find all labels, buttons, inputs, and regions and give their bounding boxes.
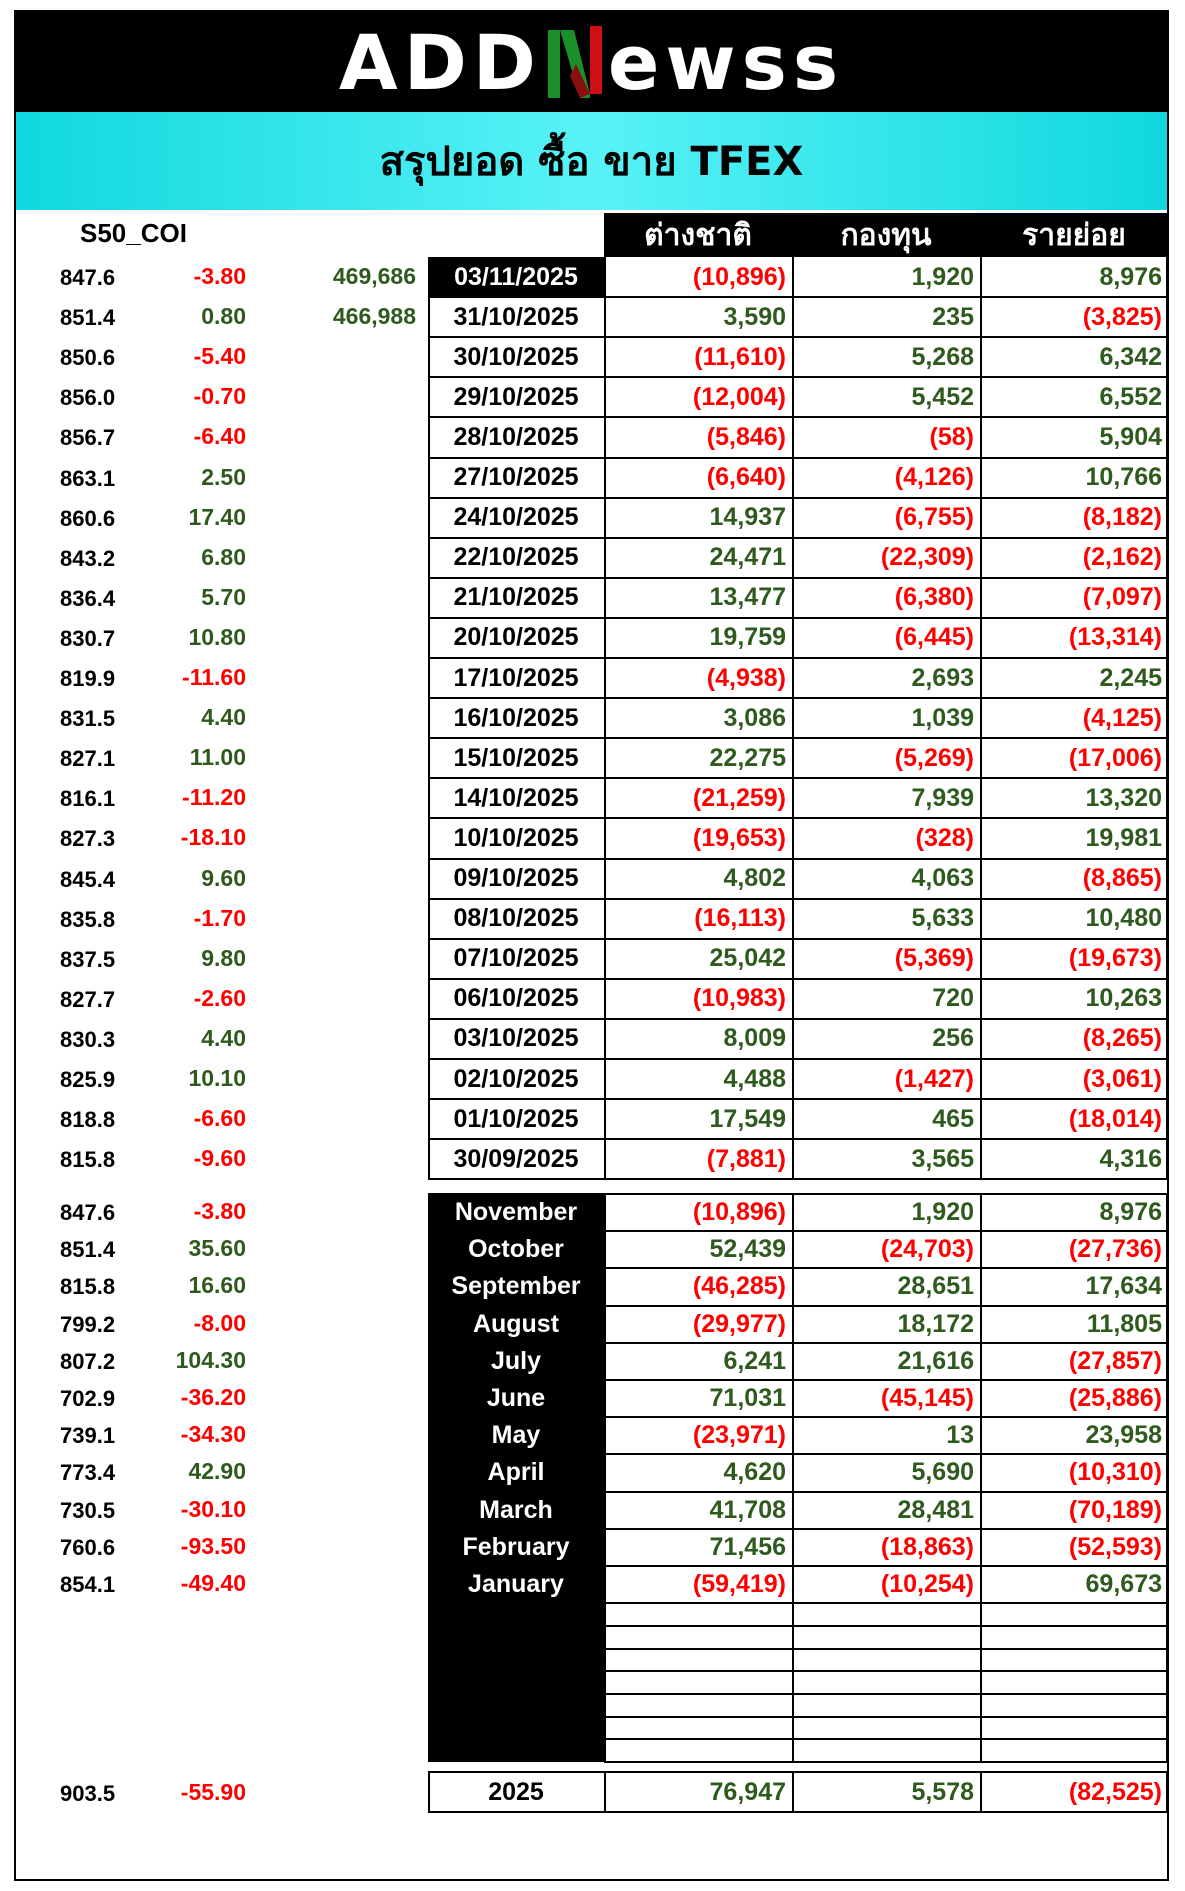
header-foreign: ต่างชาติ xyxy=(604,213,792,257)
daily-date: 14/10/2025 xyxy=(453,783,579,812)
table-gridline xyxy=(604,1625,1168,1627)
daily-fund: (1,427) xyxy=(894,1064,974,1093)
daily-change: -6.40 xyxy=(193,423,246,450)
monthly-foreign: 71,031 xyxy=(709,1384,786,1413)
daily-date: 15/10/2025 xyxy=(453,743,579,772)
daily-date: 03/10/2025 xyxy=(453,1024,579,1053)
daily-date: 22/10/2025 xyxy=(453,543,579,572)
table-gridline xyxy=(604,1379,1168,1381)
monthly-foreign: 52,439 xyxy=(709,1235,786,1264)
monthly-fund: 28,481 xyxy=(897,1495,974,1524)
monthly-foreign: 4,620 xyxy=(723,1458,786,1487)
daily-date: 27/10/2025 xyxy=(453,463,579,492)
daily-foreign: (6,640) xyxy=(706,463,786,492)
daily-change: 0.80 xyxy=(201,303,246,330)
daily-retail: (2,162) xyxy=(1082,543,1162,572)
daily-retail: (7,097) xyxy=(1082,583,1162,612)
daily-date: 06/10/2025 xyxy=(453,984,579,1013)
daily-retail: (8,182) xyxy=(1082,503,1162,532)
table-gridline xyxy=(428,1058,1168,1060)
daily-change: -0.70 xyxy=(193,383,246,410)
monthly-index: 807.2 xyxy=(60,1348,116,1374)
daily-index: 830.3 xyxy=(60,1026,116,1052)
daily-index: 827.1 xyxy=(60,746,116,772)
monthly-fund: (10,254) xyxy=(880,1570,974,1599)
daily-index: 863.1 xyxy=(60,465,116,491)
table-gridline xyxy=(428,1193,1168,1195)
page-title: สรุปยอด ซื้อ ขาย TFEX xyxy=(379,139,804,185)
table-gridline xyxy=(604,1648,1168,1650)
daily-index: 856.7 xyxy=(60,425,116,451)
monthly-fund: 21,616 xyxy=(897,1346,974,1375)
daily-retail: 4,316 xyxy=(1099,1144,1162,1173)
monthly-fund: 1,920 xyxy=(911,1198,974,1227)
table-gridline xyxy=(604,1491,1168,1493)
monthly-change: 104.30 xyxy=(175,1346,246,1373)
daily-retail: (19,673) xyxy=(1068,944,1162,973)
monthly-change: -30.10 xyxy=(180,1495,246,1522)
daily-retail: (17,006) xyxy=(1068,743,1162,772)
monthly-month: August xyxy=(428,1306,604,1343)
monthly-fund: (24,703) xyxy=(880,1235,974,1264)
daily-index: 850.6 xyxy=(60,345,116,371)
daily-fund: 5,633 xyxy=(911,904,974,933)
daily-date: 17/10/2025 xyxy=(453,663,579,692)
daily-index: 856.0 xyxy=(60,385,116,411)
daily-foreign: 4,488 xyxy=(723,1064,786,1093)
logo-n-icon xyxy=(544,24,606,100)
title-banner xyxy=(16,112,1167,210)
daily-date: 09/10/2025 xyxy=(453,864,579,893)
daily-retail: 19,981 xyxy=(1085,823,1162,852)
monthly-month: November xyxy=(428,1194,604,1231)
daily-retail: (3,825) xyxy=(1082,302,1162,331)
table-gridline xyxy=(604,1602,1168,1604)
table-gridline xyxy=(428,1194,430,1762)
monthly-retail: (52,593) xyxy=(1068,1532,1162,1561)
daily-fund: 1,920 xyxy=(911,262,974,291)
daily-fund: (5,269) xyxy=(894,743,974,772)
daily-change: -11.20 xyxy=(182,784,246,811)
daily-retail: 10,263 xyxy=(1085,984,1162,1013)
logo-text-right: ewss xyxy=(607,17,845,107)
daily-index: 816.1 xyxy=(60,786,116,812)
table-gridline xyxy=(604,1693,1168,1695)
daily-date: 01/10/2025 xyxy=(453,1104,579,1133)
logo-bar xyxy=(16,12,1167,112)
daily-foreign: (16,113) xyxy=(694,904,786,933)
daily-foreign: 8,009 xyxy=(723,1024,786,1053)
daily-date: 10/10/2025 xyxy=(453,823,579,852)
table-gridline xyxy=(428,257,430,1179)
daily-date: 03/11/2025 xyxy=(428,257,604,297)
daily-index: 831.5 xyxy=(60,706,116,732)
daily-fund: 3,565 xyxy=(911,1144,974,1173)
daily-index: 847.6 xyxy=(60,265,116,290)
table-gridline xyxy=(428,938,1168,940)
daily-foreign: 14,937 xyxy=(709,503,786,532)
monthly-change: 35.60 xyxy=(188,1235,246,1262)
daily-index: 819.9 xyxy=(60,666,116,691)
table-gridline xyxy=(428,777,1168,779)
monthly-retail: 8,976 xyxy=(1099,1198,1162,1227)
table-gridline xyxy=(604,1716,1168,1718)
table-gridline xyxy=(980,1194,982,1762)
monthly-change: -8.00 xyxy=(193,1309,246,1336)
daily-change: -18.10 xyxy=(180,824,246,851)
daily-change: 9.80 xyxy=(201,944,246,971)
monthly-fund: 13 xyxy=(946,1421,974,1450)
table-gridline xyxy=(604,1761,1168,1763)
yearly-index: 903.5 xyxy=(60,1781,116,1806)
monthly-fund: (18,863) xyxy=(880,1532,974,1561)
yearly-retail: (82,525) xyxy=(1068,1777,1162,1806)
daily-change: 17.40 xyxy=(188,503,246,530)
daily-retail: 6,342 xyxy=(1099,342,1162,371)
daily-change: -1.70 xyxy=(193,904,246,931)
monthly-retail: 11,805 xyxy=(1086,1309,1162,1338)
table-gridline xyxy=(604,257,606,1179)
monthly-index: 847.6 xyxy=(60,1200,116,1225)
header-retail: รายย่อย xyxy=(980,213,1168,257)
monthly-change: -36.20 xyxy=(180,1384,246,1410)
daily-foreign: (10,983) xyxy=(692,984,786,1013)
daily-fund: 465 xyxy=(932,1104,974,1133)
monthly-fund: (45,145) xyxy=(880,1384,974,1413)
daily-date: 07/10/2025 xyxy=(453,944,579,973)
table-gridline xyxy=(428,657,1168,659)
daily-foreign: 3,590 xyxy=(723,302,786,331)
monthly-index: 773.4 xyxy=(60,1460,116,1486)
daily-foreign: (10,896) xyxy=(692,262,786,291)
monthly-month: October xyxy=(428,1231,604,1268)
daily-fund: 2,693 xyxy=(911,663,974,692)
daily-foreign: 17,549 xyxy=(709,1104,786,1133)
daily-retail: (8,265) xyxy=(1082,1024,1162,1053)
table-gridline xyxy=(428,858,1168,860)
monthly-fund: 5,690 xyxy=(911,1458,974,1487)
table-gridline xyxy=(428,1098,1168,1100)
daily-index: 843.2 xyxy=(60,545,116,571)
table-gridline xyxy=(428,1138,1168,1140)
daily-change: -11.60 xyxy=(182,664,246,690)
table-gridline xyxy=(428,336,1168,338)
monthly-month: February xyxy=(428,1529,604,1566)
monthly-month: September xyxy=(428,1268,604,1305)
monthly-retail: 17,634 xyxy=(1085,1272,1162,1301)
daily-change: 2.50 xyxy=(201,463,246,490)
daily-date: 31/10/2025 xyxy=(453,302,579,331)
monthly-retail: (25,886) xyxy=(1068,1384,1162,1413)
daily-fund: (6,380) xyxy=(894,583,974,612)
table-gridline xyxy=(428,817,1168,819)
daily-retail: 13,320 xyxy=(1085,783,1162,812)
daily-fund: 4,063 xyxy=(911,864,974,893)
table-gridline xyxy=(428,537,1168,539)
logo-text-left: ADD xyxy=(338,17,542,107)
monthly-fund: 28,651 xyxy=(897,1272,974,1301)
monthly-index: 739.1 xyxy=(60,1423,116,1449)
table-gridline xyxy=(428,376,1168,378)
daily-change: -9.60 xyxy=(193,1145,246,1172)
daily-change: 6.80 xyxy=(201,543,246,570)
monthly-foreign: (23,971) xyxy=(692,1421,786,1450)
daily-retail: 10,480 xyxy=(1085,904,1162,933)
daily-fund: 256 xyxy=(932,1024,974,1053)
table-gridline xyxy=(428,617,1168,619)
daily-change: 9.60 xyxy=(201,864,246,891)
table-gridline xyxy=(428,1811,1168,1813)
daily-index: 815.8 xyxy=(60,1147,116,1173)
daily-foreign: 13,477 xyxy=(709,583,786,612)
table-gridline xyxy=(1166,1772,1168,1812)
daily-foreign: (5,846) xyxy=(706,422,786,451)
daily-change: -6.60 xyxy=(193,1105,246,1132)
daily-date: 16/10/2025 xyxy=(453,703,579,732)
daily-fund: (5,369) xyxy=(894,944,974,973)
daily-fund: 1,039 xyxy=(911,703,974,732)
daily-fund: (6,755) xyxy=(894,503,974,532)
table-gridline xyxy=(428,737,1168,739)
table-gridline xyxy=(604,1528,1168,1530)
monthly-foreign: (59,419) xyxy=(692,1570,786,1599)
table-gridline xyxy=(604,1194,606,1762)
table-gridline xyxy=(1166,1194,1168,1762)
monthly-foreign: 71,456 xyxy=(709,1532,786,1561)
daily-retail: (3,061) xyxy=(1082,1064,1162,1093)
daily-foreign: (11,610) xyxy=(694,342,786,371)
daily-foreign: 3,086 xyxy=(723,703,786,732)
monthly-fund: 18,172 xyxy=(897,1309,974,1338)
table-gridline xyxy=(428,1178,1168,1180)
yearly-foreign: 76,947 xyxy=(709,1777,786,1806)
monthly-change: -49.40 xyxy=(180,1570,246,1596)
daily-fund: 5,268 xyxy=(911,342,974,371)
daily-retail: 10,766 xyxy=(1085,463,1162,492)
table-gridline xyxy=(980,257,982,1179)
daily-change: 4.40 xyxy=(201,704,246,731)
monthly-index: 851.4 xyxy=(60,1237,116,1263)
daily-change: 10.10 xyxy=(188,1065,246,1091)
table-gridline xyxy=(980,1772,982,1812)
daily-index: 851.4 xyxy=(60,305,116,331)
daily-change: -3.80 xyxy=(193,263,246,289)
monthly-change: -93.50 xyxy=(180,1532,246,1559)
daily-date: 24/10/2025 xyxy=(453,503,579,532)
daily-change: -5.40 xyxy=(193,343,246,370)
daily-change: 11.00 xyxy=(189,744,246,771)
table-gridline xyxy=(604,1772,606,1812)
monthly-retail: (27,736) xyxy=(1068,1235,1162,1264)
monthly-foreign: 6,241 xyxy=(723,1346,786,1375)
daily-index: 837.5 xyxy=(60,946,116,972)
monthly-foreign: (10,896) xyxy=(692,1198,786,1227)
table-gridline xyxy=(428,577,1168,579)
monthly-change: 16.60 xyxy=(188,1272,246,1299)
monthly-month: March xyxy=(428,1492,604,1529)
monthly-index: 815.8 xyxy=(60,1274,116,1300)
daily-foreign: (7,881) xyxy=(706,1144,786,1173)
daily-volume: 469,686 xyxy=(332,263,416,289)
daily-retail: (8,865) xyxy=(1082,864,1162,893)
daily-foreign: 25,042 xyxy=(709,944,786,973)
table-gridline xyxy=(428,457,1168,459)
daily-fund: (328) xyxy=(915,823,974,852)
monthly-index: 799.2 xyxy=(60,1311,116,1337)
daily-foreign: (19,653) xyxy=(692,823,786,852)
daily-date: 28/10/2025 xyxy=(453,422,579,451)
yearly-change: -55.90 xyxy=(180,1779,246,1805)
table-gridline xyxy=(604,1670,1168,1672)
daily-foreign: (21,259) xyxy=(692,783,786,812)
daily-foreign: 4,802 xyxy=(723,864,786,893)
daily-index: 845.4 xyxy=(60,866,116,892)
table-gridline xyxy=(604,1416,1168,1418)
table-gridline xyxy=(604,1305,1168,1307)
daily-index: 860.6 xyxy=(60,505,116,531)
table-gridline xyxy=(792,1194,794,1762)
table-gridline xyxy=(428,497,1168,499)
table-gridline xyxy=(428,898,1168,900)
monthly-retail: 23,958 xyxy=(1085,1421,1162,1450)
monthly-retail: (27,857) xyxy=(1068,1346,1162,1375)
daily-index: 827.3 xyxy=(60,826,116,852)
daily-fund: 7,939 xyxy=(911,783,974,812)
table-gridline xyxy=(604,1230,1168,1232)
daily-volume: 466,988 xyxy=(332,303,416,330)
daily-change: 4.40 xyxy=(201,1024,246,1051)
daily-change: 10.80 xyxy=(188,623,246,650)
monthly-retail: (10,310) xyxy=(1068,1458,1162,1487)
monthly-index: 702.9 xyxy=(60,1386,116,1411)
monthly-month: May xyxy=(428,1417,604,1454)
daily-date: 29/10/2025 xyxy=(453,382,579,411)
table-gridline xyxy=(428,697,1168,699)
daily-foreign: 19,759 xyxy=(709,623,786,652)
monthly-month: January xyxy=(428,1566,604,1603)
table-gridline xyxy=(792,1772,794,1812)
monthly-month: April xyxy=(428,1454,604,1491)
table-gridline xyxy=(428,978,1168,980)
daily-change: 5.70 xyxy=(201,583,246,610)
daily-index: 827.7 xyxy=(60,986,116,1012)
monthly-retail: 69,673 xyxy=(1085,1570,1162,1599)
daily-fund: 235 xyxy=(932,302,974,331)
yearly-year: 2025 xyxy=(488,1777,544,1806)
daily-index: 830.7 xyxy=(60,625,116,651)
table-gridline xyxy=(792,257,794,1179)
monthly-change: 42.90 xyxy=(188,1458,246,1485)
table-gridline xyxy=(428,296,1168,298)
monthly-index: 854.1 xyxy=(60,1572,116,1597)
table-gridline xyxy=(604,1267,1168,1269)
monthly-retail: (70,189) xyxy=(1068,1495,1162,1524)
daily-retail: 2,245 xyxy=(1099,663,1162,692)
daily-retail: 8,976 xyxy=(1099,262,1162,291)
daily-foreign: (4,938) xyxy=(706,663,786,692)
daily-change: -2.60 xyxy=(193,984,246,1011)
daily-retail: (4,125) xyxy=(1082,703,1162,732)
daily-date: 21/10/2025 xyxy=(453,583,579,612)
daily-date: 30/10/2025 xyxy=(453,342,579,371)
monthly-foreign: 41,708 xyxy=(709,1495,786,1524)
yearly-fund: 5,578 xyxy=(911,1777,974,1806)
daily-retail: (18,014) xyxy=(1068,1104,1162,1133)
monthly-foreign: (29,977) xyxy=(692,1309,786,1338)
monthly-change: -3.80 xyxy=(193,1198,246,1224)
table-gridline xyxy=(428,1772,430,1812)
daily-date: 30/09/2025 xyxy=(453,1144,579,1173)
daily-retail: (13,314) xyxy=(1068,623,1162,652)
table-gridline xyxy=(604,1453,1168,1455)
daily-index: 818.8 xyxy=(60,1107,116,1133)
daily-foreign: (12,004) xyxy=(692,382,786,411)
daily-date: 20/10/2025 xyxy=(453,623,579,652)
table-gridline xyxy=(428,1018,1168,1020)
table-gridline xyxy=(428,416,1168,418)
monthly-change: -34.30 xyxy=(180,1421,246,1448)
logo xyxy=(339,18,844,107)
monthly-month: July xyxy=(428,1343,604,1380)
table-gridline xyxy=(428,1771,1168,1773)
table-gridline xyxy=(604,1342,1168,1344)
monthly-index: 760.6 xyxy=(60,1534,116,1560)
daily-fund: 5,452 xyxy=(911,382,974,411)
daily-fund: (58) xyxy=(929,422,974,451)
daily-fund: 720 xyxy=(932,984,974,1013)
monthly-foreign: (46,285) xyxy=(692,1272,786,1301)
table-gridline xyxy=(604,1565,1168,1567)
daily-retail: 6,552 xyxy=(1099,382,1162,411)
daily-index: 825.9 xyxy=(60,1067,116,1092)
daily-index: 836.4 xyxy=(60,585,116,611)
daily-foreign: 24,471 xyxy=(709,543,786,572)
daily-index: 835.8 xyxy=(60,906,116,932)
header-fund: กองทุน xyxy=(792,213,980,257)
daily-fund: (6,445) xyxy=(894,623,974,652)
table-gridline xyxy=(1166,257,1168,1179)
daily-fund: (22,309) xyxy=(880,543,974,572)
daily-foreign: 22,275 xyxy=(709,743,786,772)
table-gridline xyxy=(604,1738,1168,1740)
daily-date: 02/10/2025 xyxy=(453,1064,579,1093)
coi-label: S50_COI xyxy=(80,218,187,248)
daily-fund: (4,126) xyxy=(894,463,974,492)
monthly-index: 730.5 xyxy=(60,1497,116,1523)
monthly-month: June xyxy=(428,1380,604,1417)
daily-retail: 5,904 xyxy=(1099,422,1162,451)
daily-date: 08/10/2025 xyxy=(453,904,579,933)
